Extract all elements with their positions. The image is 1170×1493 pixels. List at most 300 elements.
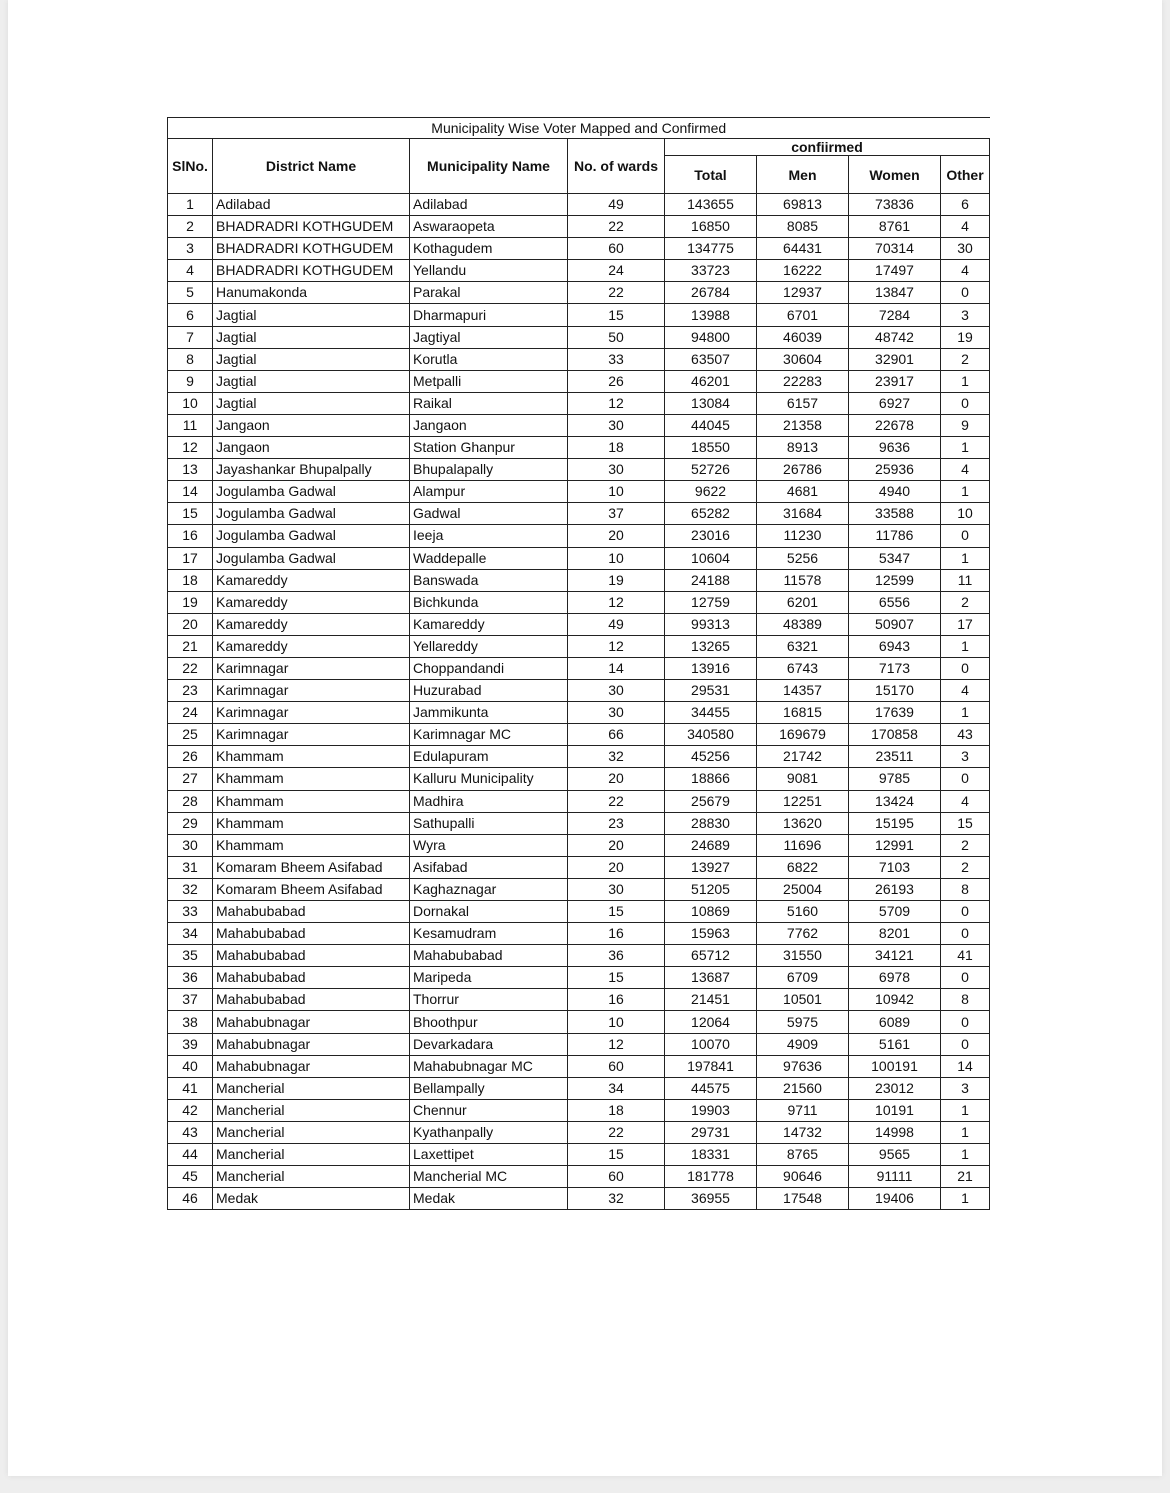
header-wards: No. of wards [568,139,665,194]
cell-total: 13916 [665,657,757,679]
cell-district: Medak [213,1188,410,1210]
table-row [168,437,990,459]
cell-wards: 30 [568,680,665,702]
cell-municipality: Kyathanpally [410,1121,568,1143]
cell-district: Jagtial [213,304,410,326]
cell-wards: 15 [568,304,665,326]
cell-municipality: Yellandu [410,260,568,282]
table-row [168,591,990,613]
cell-district: Mahabubabad [213,901,410,923]
cell-other: 17 [941,613,990,635]
cell-municipality: Jammikunta [410,702,568,724]
cell-district: Khammam [213,790,410,812]
cell-women: 91111 [849,1166,941,1188]
cell-wards: 22 [568,216,665,238]
cell-slno: 42 [168,1099,213,1121]
table-row [168,1011,990,1033]
cell-women: 7173 [849,657,941,679]
cell-district: Hanumakonda [213,282,410,304]
cell-municipality: Choppandandi [410,657,568,679]
table-row [168,1166,990,1188]
cell-women: 23511 [849,746,941,768]
cell-other: 3 [941,304,990,326]
cell-district: Mancherial [213,1077,410,1099]
cell-other: 1 [941,702,990,724]
table-row [168,1121,990,1143]
cell-slno: 35 [168,945,213,967]
cell-municipality: Medak [410,1188,568,1210]
cell-slno: 46 [168,1188,213,1210]
cell-slno: 10 [168,392,213,414]
cell-wards: 12 [568,591,665,613]
cell-total: 63507 [665,348,757,370]
cell-district: Mahabubabad [213,923,410,945]
cell-men: 169679 [757,724,849,746]
cell-district: BHADRADRI KOTHGUDEM [213,216,410,238]
cell-district: Karimnagar [213,680,410,702]
cell-wards: 22 [568,790,665,812]
cell-slno: 5 [168,282,213,304]
header-municipality: Municipality Name [410,139,568,194]
cell-municipality: Huzurabad [410,680,568,702]
cell-men: 11230 [757,525,849,547]
cell-men: 14357 [757,680,849,702]
cell-municipality: Station Ghanpur [410,437,568,459]
cell-total: 13265 [665,635,757,657]
cell-other: 3 [941,1077,990,1099]
cell-men: 90646 [757,1166,849,1188]
cell-total: 16850 [665,216,757,238]
header-slno: SlNo. [168,139,213,194]
cell-other: 0 [941,967,990,989]
cell-women: 7103 [849,856,941,878]
cell-municipality: Adilabad [410,194,568,216]
cell-men: 30604 [757,348,849,370]
cell-men: 11578 [757,569,849,591]
cell-women: 15170 [849,680,941,702]
cell-wards: 22 [568,1121,665,1143]
cell-slno: 33 [168,901,213,923]
cell-women: 73836 [849,194,941,216]
cell-wards: 30 [568,459,665,481]
cell-wards: 16 [568,989,665,1011]
cell-district: Khammam [213,812,410,834]
cell-district: Mahabubabad [213,967,410,989]
cell-wards: 33 [568,348,665,370]
cell-district: Mahabubnagar [213,1055,410,1077]
table-title: Municipality Wise Voter Mapped and Confirmed [168,118,990,139]
cell-men: 13620 [757,812,849,834]
cell-district: Kamareddy [213,613,410,635]
table-row [168,326,990,348]
cell-wards: 34 [568,1077,665,1099]
header-total: Total [665,156,757,194]
cell-wards: 60 [568,1166,665,1188]
cell-total: 13084 [665,392,757,414]
cell-other: 4 [941,260,990,282]
table-row [168,1055,990,1077]
table-row [168,1188,990,1210]
cell-municipality: Jangaon [410,414,568,436]
cell-total: 44575 [665,1077,757,1099]
cell-total: 10604 [665,547,757,569]
cell-wards: 15 [568,967,665,989]
cell-women: 19406 [849,1188,941,1210]
cell-women: 10942 [849,989,941,1011]
cell-total: 94800 [665,326,757,348]
cell-municipality: Chennur [410,1099,568,1121]
cell-women: 13847 [849,282,941,304]
cell-men: 31684 [757,503,849,525]
table-row [168,635,990,657]
cell-wards: 20 [568,768,665,790]
cell-slno: 45 [168,1166,213,1188]
cell-district: Mahabubnagar [213,1033,410,1055]
header-women: Women [849,156,941,194]
cell-wards: 36 [568,945,665,967]
cell-wards: 32 [568,1188,665,1210]
cell-wards: 30 [568,414,665,436]
cell-wards: 12 [568,1033,665,1055]
cell-women: 26193 [849,878,941,900]
table-row [168,657,990,679]
table-row [168,194,990,216]
cell-other: 4 [941,680,990,702]
cell-women: 5161 [849,1033,941,1055]
cell-wards: 10 [568,547,665,569]
cell-district: Mahabubabad [213,989,410,1011]
table-row [168,967,990,989]
cell-other: 1 [941,1144,990,1166]
cell-women: 14998 [849,1121,941,1143]
cell-other: 15 [941,812,990,834]
cell-slno: 21 [168,635,213,657]
cell-district: Kamareddy [213,569,410,591]
cell-district: Karimnagar [213,724,410,746]
cell-wards: 16 [568,923,665,945]
table-row [168,216,990,238]
cell-total: 12064 [665,1011,757,1033]
cell-municipality: Banswada [410,569,568,591]
table-row [168,503,990,525]
cell-district: Jagtial [213,370,410,392]
cell-women: 23012 [849,1077,941,1099]
cell-women: 6943 [849,635,941,657]
cell-women: 33588 [849,503,941,525]
table-row [168,613,990,635]
cell-men: 12251 [757,790,849,812]
cell-total: 34455 [665,702,757,724]
cell-women: 6089 [849,1011,941,1033]
cell-municipality: Mahabubabad [410,945,568,967]
cell-slno: 39 [168,1033,213,1055]
cell-wards: 15 [568,901,665,923]
cell-district: Jangaon [213,437,410,459]
cell-slno: 14 [168,481,213,503]
cell-men: 16222 [757,260,849,282]
cell-total: 28830 [665,812,757,834]
cell-other: 4 [941,790,990,812]
cell-wards: 12 [568,392,665,414]
cell-municipality: Kalluru Municipality [410,768,568,790]
cell-district: Khammam [213,834,410,856]
cell-women: 7284 [849,304,941,326]
cell-women: 9565 [849,1144,941,1166]
cell-men: 8913 [757,437,849,459]
cell-slno: 26 [168,746,213,768]
header-men: Men [757,156,849,194]
cell-municipality: Kamareddy [410,613,568,635]
cell-wards: 24 [568,260,665,282]
cell-district: Jogulamba Gadwal [213,547,410,569]
header-confirmed-group: confiirmed [665,139,990,156]
table-row [168,569,990,591]
cell-men: 25004 [757,878,849,900]
cell-wards: 10 [568,481,665,503]
cell-district: Kamareddy [213,635,410,657]
cell-total: 25679 [665,790,757,812]
cell-total: 44045 [665,414,757,436]
cell-men: 5256 [757,547,849,569]
cell-municipality: Bellampally [410,1077,568,1099]
cell-slno: 44 [168,1144,213,1166]
cell-other: 1 [941,1188,990,1210]
cell-slno: 18 [168,569,213,591]
cell-women: 15195 [849,812,941,834]
cell-men: 14732 [757,1121,849,1143]
voter-table [167,117,990,1210]
cell-total: 18331 [665,1144,757,1166]
table-row [168,481,990,503]
table-row [168,459,990,481]
cell-women: 12599 [849,569,941,591]
cell-total: 29531 [665,680,757,702]
cell-men: 9711 [757,1099,849,1121]
cell-wards: 12 [568,635,665,657]
cell-women: 4940 [849,481,941,503]
cell-district: Khammam [213,768,410,790]
cell-district: Jagtial [213,326,410,348]
cell-men: 26786 [757,459,849,481]
cell-other: 8 [941,878,990,900]
cell-men: 11696 [757,834,849,856]
cell-men: 8765 [757,1144,849,1166]
cell-wards: 14 [568,657,665,679]
cell-total: 46201 [665,370,757,392]
cell-slno: 34 [168,923,213,945]
cell-municipality: Thorrur [410,989,568,1011]
cell-wards: 18 [568,437,665,459]
cell-slno: 31 [168,856,213,878]
cell-other: 4 [941,216,990,238]
cell-slno: 25 [168,724,213,746]
cell-women: 12991 [849,834,941,856]
cell-total: 10070 [665,1033,757,1055]
cell-women: 17639 [849,702,941,724]
table-row [168,812,990,834]
table-row [168,768,990,790]
cell-other: 0 [941,282,990,304]
cell-wards: 49 [568,613,665,635]
cell-other: 1 [941,1121,990,1143]
cell-men: 4909 [757,1033,849,1055]
cell-wards: 30 [568,878,665,900]
cell-municipality: Waddepalle [410,547,568,569]
cell-municipality: Bhoothpur [410,1011,568,1033]
cell-total: 13687 [665,967,757,989]
cell-wards: 19 [568,569,665,591]
cell-total: 45256 [665,746,757,768]
table-row [168,370,990,392]
cell-total: 99313 [665,613,757,635]
cell-men: 21742 [757,746,849,768]
cell-district: Jayashankar Bhupalpally [213,459,410,481]
cell-other: 0 [941,768,990,790]
cell-slno: 29 [168,812,213,834]
cell-other: 1 [941,370,990,392]
cell-other: 1 [941,1099,990,1121]
cell-women: 25936 [849,459,941,481]
cell-women: 11786 [849,525,941,547]
cell-total: 51205 [665,878,757,900]
cell-other: 19 [941,326,990,348]
cell-total: 19903 [665,1099,757,1121]
cell-men: 5160 [757,901,849,923]
table-row [168,1077,990,1099]
cell-other: 2 [941,348,990,370]
cell-total: 10869 [665,901,757,923]
cell-total: 12759 [665,591,757,613]
cell-slno: 6 [168,304,213,326]
cell-men: 48389 [757,613,849,635]
cell-total: 134775 [665,238,757,260]
cell-slno: 11 [168,414,213,436]
cell-slno: 32 [168,878,213,900]
cell-municipality: Mahabubnagar MC [410,1055,568,1077]
cell-total: 65282 [665,503,757,525]
cell-men: 31550 [757,945,849,967]
table-row [168,923,990,945]
table-row [168,525,990,547]
cell-municipality: Laxettipet [410,1144,568,1166]
cell-women: 100191 [849,1055,941,1077]
cell-men: 16815 [757,702,849,724]
cell-wards: 22 [568,282,665,304]
cell-municipality: Wyra [410,834,568,856]
cell-total: 340580 [665,724,757,746]
cell-wards: 26 [568,370,665,392]
cell-men: 9081 [757,768,849,790]
cell-municipality: Jagtiyal [410,326,568,348]
cell-men: 6709 [757,967,849,989]
cell-men: 4681 [757,481,849,503]
cell-district: Mancherial [213,1121,410,1143]
table-row [168,348,990,370]
cell-men: 8085 [757,216,849,238]
cell-wards: 66 [568,724,665,746]
cell-other: 8 [941,989,990,1011]
table-row [168,547,990,569]
cell-total: 52726 [665,459,757,481]
cell-total: 15963 [665,923,757,945]
table-row [168,702,990,724]
cell-municipality: Kesamudram [410,923,568,945]
cell-wards: 30 [568,702,665,724]
cell-women: 5709 [849,901,941,923]
cell-municipality: Mancherial MC [410,1166,568,1188]
table-row [168,1033,990,1055]
cell-total: 65712 [665,945,757,967]
cell-women: 50907 [849,613,941,635]
cell-municipality: Maripeda [410,967,568,989]
cell-municipality: Ieeja [410,525,568,547]
cell-total: 18866 [665,768,757,790]
table-row [168,392,990,414]
cell-slno: 4 [168,260,213,282]
cell-slno: 28 [168,790,213,812]
cell-district: Karimnagar [213,702,410,724]
cell-men: 21560 [757,1077,849,1099]
cell-other: 1 [941,481,990,503]
document-page [8,0,1162,1476]
cell-slno: 37 [168,989,213,1011]
table-row [168,680,990,702]
cell-district: Jagtial [213,392,410,414]
table-row [168,238,990,260]
cell-women: 70314 [849,238,941,260]
cell-total: 9622 [665,481,757,503]
table-row [168,901,990,923]
cell-other: 0 [941,923,990,945]
cell-other: 1 [941,635,990,657]
cell-slno: 38 [168,1011,213,1033]
cell-women: 6556 [849,591,941,613]
cell-wards: 60 [568,238,665,260]
cell-district: Jogulamba Gadwal [213,503,410,525]
table-row [168,304,990,326]
cell-women: 22678 [849,414,941,436]
cell-slno: 3 [168,238,213,260]
cell-men: 10501 [757,989,849,1011]
cell-district: Komaram Bheem Asifabad [213,856,410,878]
cell-wards: 60 [568,1055,665,1077]
cell-district: Karimnagar [213,657,410,679]
cell-women: 6927 [849,392,941,414]
cell-other: 0 [941,657,990,679]
cell-other: 10 [941,503,990,525]
cell-other: 30 [941,238,990,260]
cell-slno: 13 [168,459,213,481]
cell-district: Mahabubabad [213,945,410,967]
cell-other: 0 [941,1033,990,1055]
cell-men: 46039 [757,326,849,348]
cell-other: 21 [941,1166,990,1188]
cell-wards: 15 [568,1144,665,1166]
table-row [168,1144,990,1166]
cell-men: 69813 [757,194,849,216]
cell-women: 13424 [849,790,941,812]
cell-total: 197841 [665,1055,757,1077]
table-row [168,856,990,878]
cell-slno: 2 [168,216,213,238]
cell-wards: 49 [568,194,665,216]
cell-other: 0 [941,1011,990,1033]
cell-district: Jagtial [213,348,410,370]
cell-men: 22283 [757,370,849,392]
table-row [168,414,990,436]
table-row [168,746,990,768]
cell-women: 6978 [849,967,941,989]
